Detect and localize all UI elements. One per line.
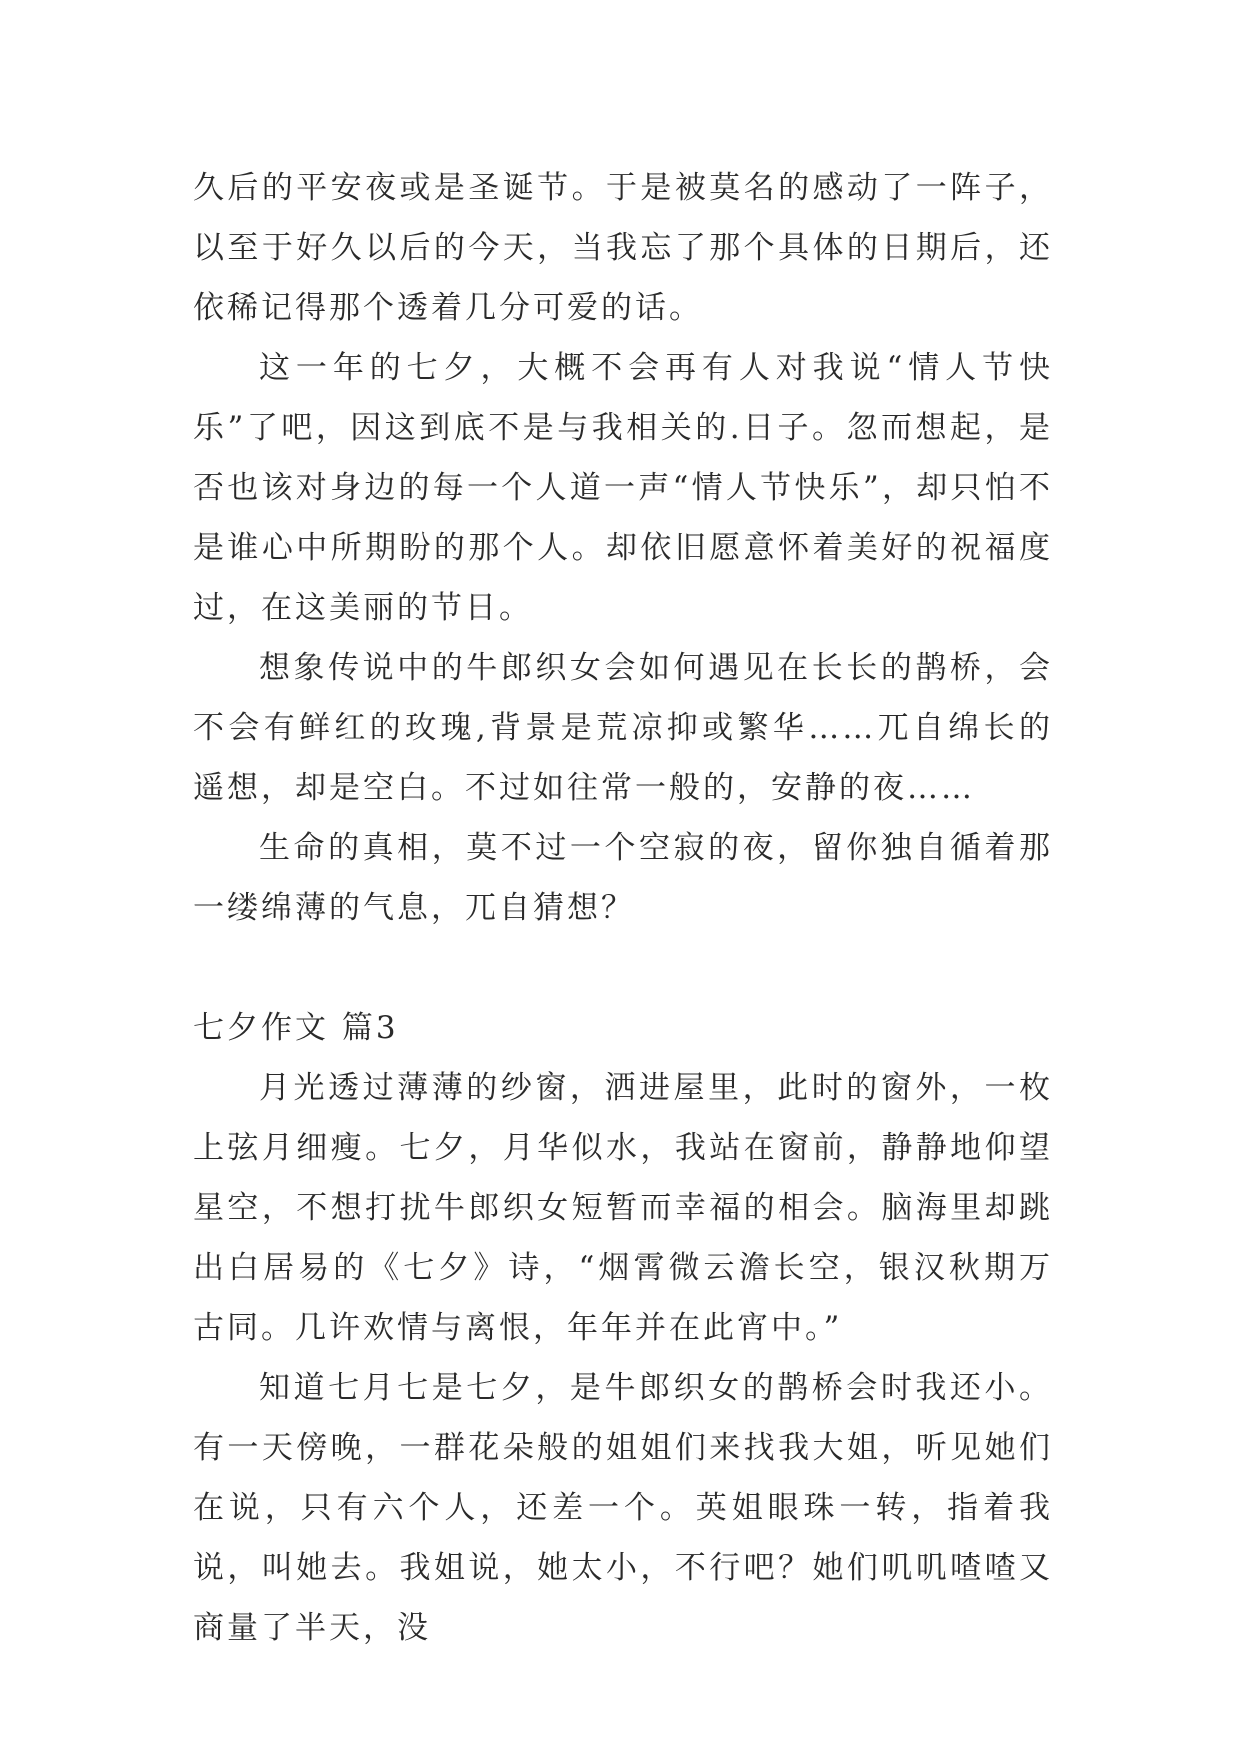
paragraph-5: 月光透过薄薄的纱窗，洒进屋里，此时的窗外，一枚上弦月细瘦。七夕，月华似水，我站在窗前，静静地仰望星空，不想打扰牛郎织女短暂而幸福的相会。脑海里却跳出白居易的《七夕》诗，“烟霄微云澹长空，银汉秋期万古同。几许欢情与离恨，年年并在此宵中。” bbox=[193, 1070, 1053, 1346]
paragraph-2: 这一年的七夕，大概不会再有人对我说“情人节快乐”了吧，因这到底不是与我相关的.日子。忽而想起，是否也该对身边的每一个人道一声“情人节快乐”，却只怕不是谁心中所期盼的那个人。却依旧愿意怀着美好的祝福度过，在这美丽的节日。 bbox=[193, 350, 1053, 626]
section-heading: 七夕作文 篇3 bbox=[193, 1010, 399, 1046]
paragraph-4: 生命的真相，莫不过一个空寂的夜，留你独自循着那一缕绵薄的气息，兀自猜想？ bbox=[193, 830, 1053, 926]
section-gap bbox=[193, 938, 1053, 998]
paragraph-6: 知道七月七是七夕，是牛郎织女的鹊桥会时我还小。有一天傍晚，一群花朵般的姐姐们来找我大姐，听见她们在说，只有六个人，还差一个。英姐眼珠一转，指着我说，叫她去。我姐说，她太小，不行吧？她们叽叽喳喳又商量了半天，没 bbox=[193, 1370, 1053, 1646]
document-body bbox=[193, 158, 1053, 1658]
paragraph-3: 想象传说中的牛郎织女会如何遇见在长长的鹊桥，会不会有鲜红的玫瑰,背景是荒凉抑或繁华……兀自绵长的遥想，却是空白。不过如往常一般的，安静的夜…… bbox=[193, 650, 1053, 806]
paragraph-1: 久后的平安夜或是圣诞节。于是被莫名的感动了一阵子，以至于好久以后的今天，当我忘了那个具体的日期后，还依稀记得那个透着几分可爱的话。 bbox=[193, 170, 1053, 326]
